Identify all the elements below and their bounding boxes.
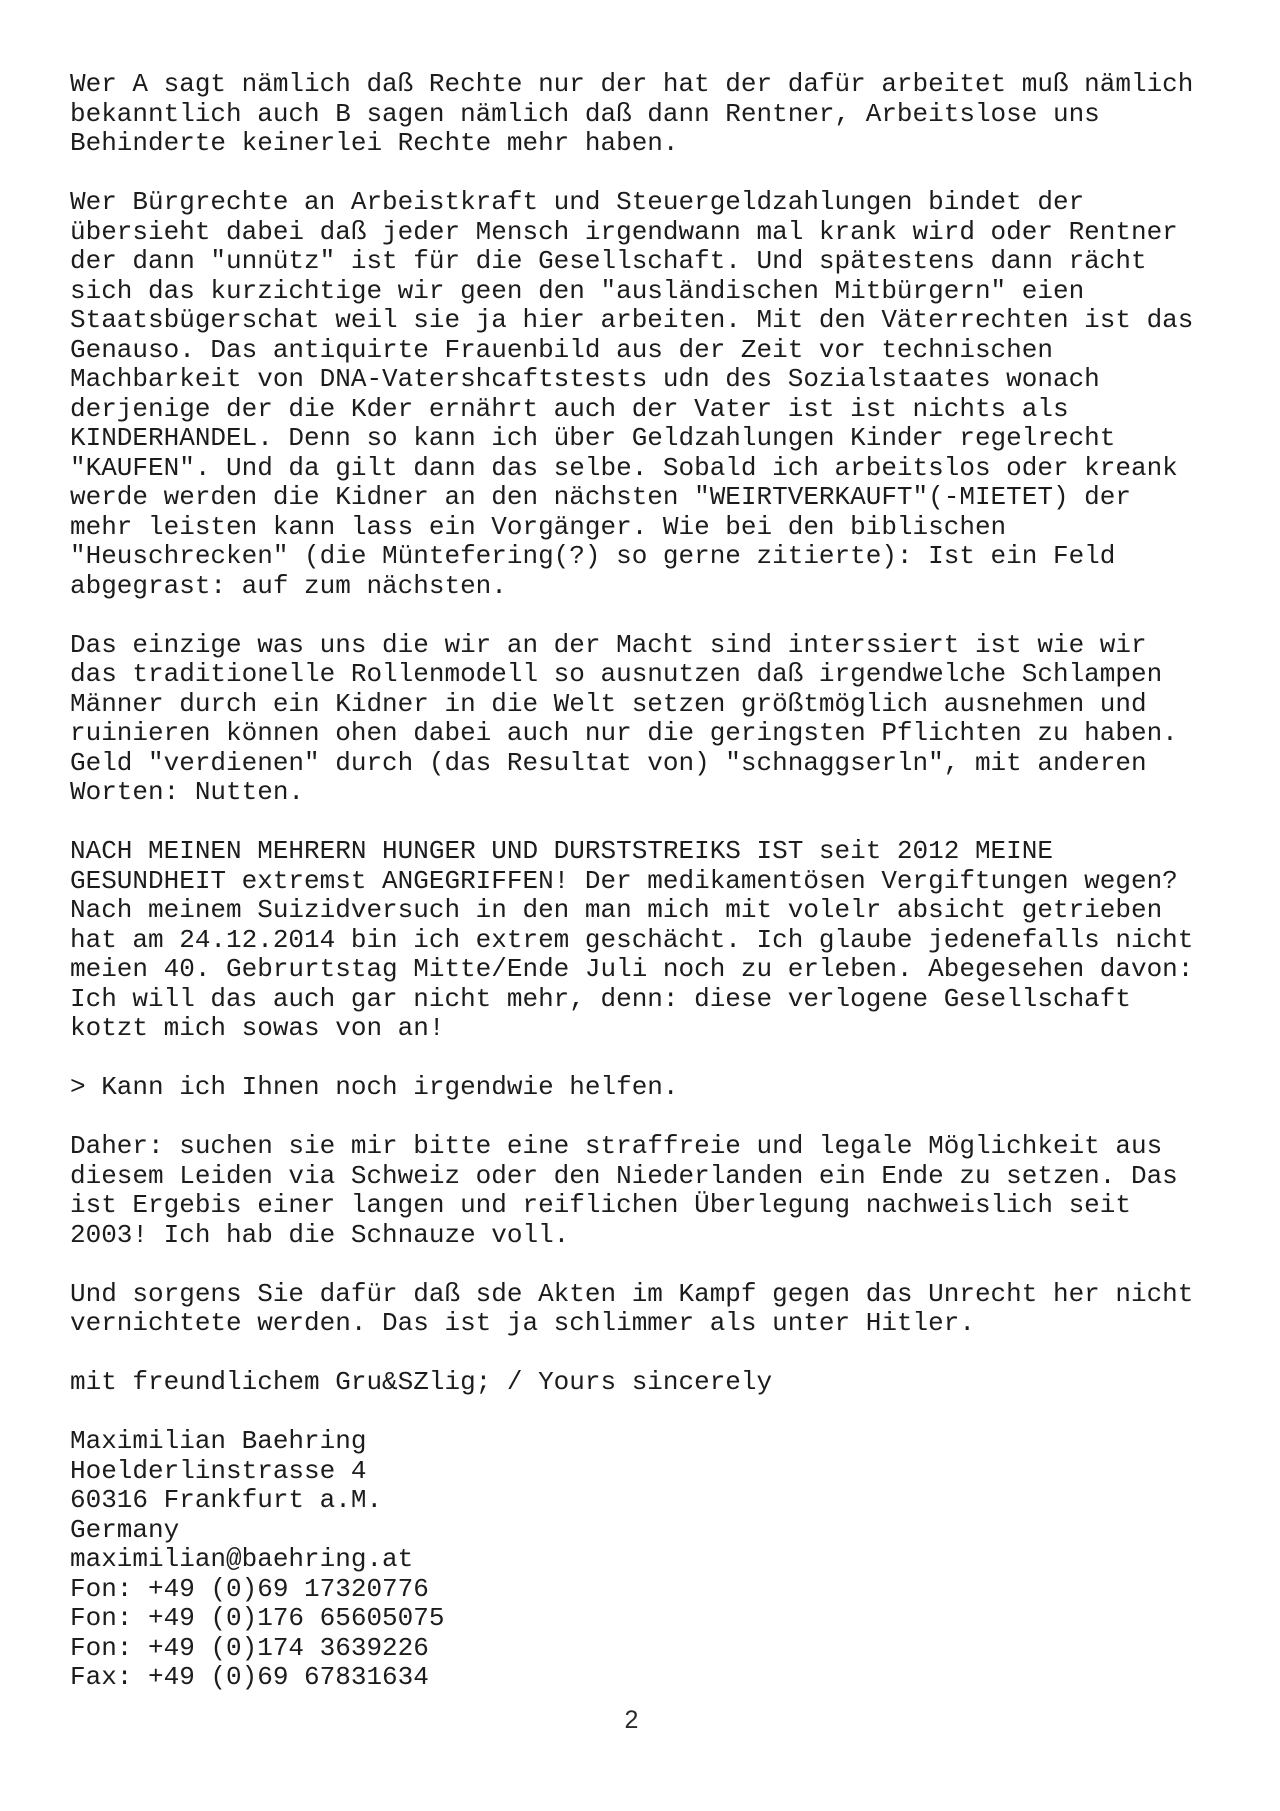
text-line: "Heuschrecken" (die Müntefering(?) so gerne zitierte): Ist ein Feld bbox=[70, 541, 1116, 571]
text-line: KINDERHANDEL. Denn so kann ich über Geldzahlungen Kinder regelrecht bbox=[70, 423, 1116, 453]
text-line: Machbarkeit von DNA-Vatershcaftstests udn des Sozialstaates wonach bbox=[70, 364, 1100, 394]
text-line: vernichtete werden. Das ist ja schlimmer als unter Hitler. bbox=[70, 1308, 975, 1338]
text-line: Germany bbox=[70, 1514, 180, 1545]
text-line: bekanntlich auch B sagen nämlich daß dann Rentner, Arbeitslose uns bbox=[70, 98, 1100, 129]
text-line: Behinderte keinerlei Rechte mehr haben. bbox=[70, 128, 679, 158]
text-line: Fon: +49 (0)174 3639226 bbox=[70, 1632, 429, 1663]
paragraph-akten bbox=[70, 1280, 1193, 1339]
paragraph-gesundheit bbox=[70, 837, 1193, 1044]
page-number: 2 bbox=[624, 1706, 639, 1734]
text-line: mehr leisten kann lass ein Vorgänger. Wie bei den biblischen bbox=[70, 511, 1007, 542]
text-line: Daher: suchen sie mir bitte eine straffreie und legale Möglichkeit aus bbox=[70, 1131, 1163, 1161]
text-line: 60316 Frankfurt a.M. bbox=[70, 1485, 383, 1515]
text-line: maximilian@baehring.at bbox=[70, 1544, 414, 1574]
text-line: Wer Bürgrechte an Arbeistkraft und Steuergeldzahlungen bindet der bbox=[70, 187, 1085, 217]
text-line: derjenige der die Kder ernährt auch der Vater ist ist nichts als bbox=[70, 393, 1069, 424]
text-line: Geld "verdienen" durch (das Resultat von) "schnaggserln", mit anderen bbox=[70, 747, 1147, 778]
text-line: Männer durch ein Kidner in die Welt setzen größtmöglich ausnehmen und bbox=[70, 688, 1147, 719]
text-line: Fon: +49 (0)176 65605075 bbox=[70, 1603, 445, 1633]
paragraph-buergerrechte bbox=[70, 188, 1193, 601]
text-line: meien 40. Gebrurtstag Mitte/Ende Juli noch zu erleben. Abegesehen davon: bbox=[70, 954, 1194, 984]
text-line: abgegrast: auf zum nächsten. bbox=[70, 570, 507, 601]
text-line: sich das kurzichtige wir geen den "ausländischen Mitbürgern" eien bbox=[70, 275, 1085, 306]
text-line: Staatsbügerschat weil sie ja hier arbeiten. Mit den Väterrechten ist das bbox=[70, 305, 1194, 335]
text-line: > Kann ich Ihnen noch irgendwie helfen. bbox=[70, 1072, 679, 1102]
paragraph-closing bbox=[70, 1368, 1193, 1398]
text-line: Maximilian Baehring bbox=[70, 1426, 367, 1456]
paragraph-quote bbox=[70, 1073, 1193, 1103]
text-line: Das einzige was uns die wir an der Macht sind interssiert ist wie wir bbox=[70, 629, 1147, 660]
text-line: Ich will das auch gar nicht mehr, denn: diese verlogene Gesellschaft bbox=[70, 983, 1131, 1014]
letter-body bbox=[70, 70, 1193, 1693]
paragraph-rechte bbox=[70, 70, 1193, 159]
text-line: das traditionelle Rollenmodell so ausnutzen daß irgendwelche Schlampen bbox=[70, 659, 1163, 689]
text-line: mit freundlichem Gru&SZlig; / Yours sincerely bbox=[70, 1367, 773, 1397]
paragraph-rollenmodell bbox=[70, 631, 1193, 808]
text-line: ist Ergebis einer langen und reiflichen Überlegung nachweislich seit bbox=[70, 1190, 1131, 1220]
text-line: Worten: Nutten. bbox=[70, 777, 305, 807]
paragraph-daher bbox=[70, 1132, 1193, 1250]
text-line: werde werden die Kidner an den nächsten "WEIRTVERKAUFT"(-MIETET) der bbox=[70, 482, 1131, 512]
text-line: "KAUFEN". Und da gilt dann das selbe. Sobald ich arbeitslos oder kreank bbox=[70, 452, 1178, 483]
signature-block bbox=[70, 1427, 1193, 1693]
text-line: hat am 24.12.2014 bin ich extrem geschächt. Ich glaube jedenefalls nicht bbox=[70, 924, 1194, 955]
text-line: 2003! Ich hab die Schnauze voll. bbox=[70, 1219, 570, 1250]
text-line: der dann "unnütz" ist für die Gesellschaft. Und spätestens dann rächt bbox=[70, 246, 1147, 276]
text-line: NACH MEINEN MEHRERN HUNGER UND DURSTSTREIKS IST seit 2012 MEINE bbox=[70, 836, 1053, 866]
text-line: diesem Leiden via Schweiz oder den Niederlanden ein Ende zu setzen. Das bbox=[70, 1160, 1178, 1191]
text-line: Wer A sagt nämlich daß Rechte nur der hat der dafür arbeitet muß nämlich bbox=[70, 69, 1194, 99]
text-line: übersieht dabei daß jeder Mensch irgendwann mal krank wird oder Rentner bbox=[70, 216, 1178, 247]
text-line: Nach meinem Suizidversuch in den man mich mit volelr absicht getrieben bbox=[70, 895, 1163, 925]
text-line: Und sorgens Sie dafür daß sde Akten im Kampf gegen das Unrecht her nicht bbox=[70, 1278, 1194, 1309]
text-line: ruinieren können ohen dabei auch nur die geringsten Pflichten zu haben. bbox=[70, 718, 1178, 748]
text-line: GESUNDHEIT extremst ANGEGRIFFEN! Der medikamentösen Vergiftungen wegen? bbox=[70, 865, 1178, 896]
text-line: kotzt mich sowas von an! bbox=[70, 1013, 445, 1043]
text-line: Fax: +49 (0)69 67831634 bbox=[70, 1662, 429, 1692]
text-line: Fon: +49 (0)69 17320776 bbox=[70, 1573, 429, 1604]
text-line: Hoelderlinstrasse 4 bbox=[70, 1455, 367, 1486]
text-line: Genauso. Das antiquirte Frauenbild aus der Zeit vor technischen bbox=[70, 334, 1053, 365]
